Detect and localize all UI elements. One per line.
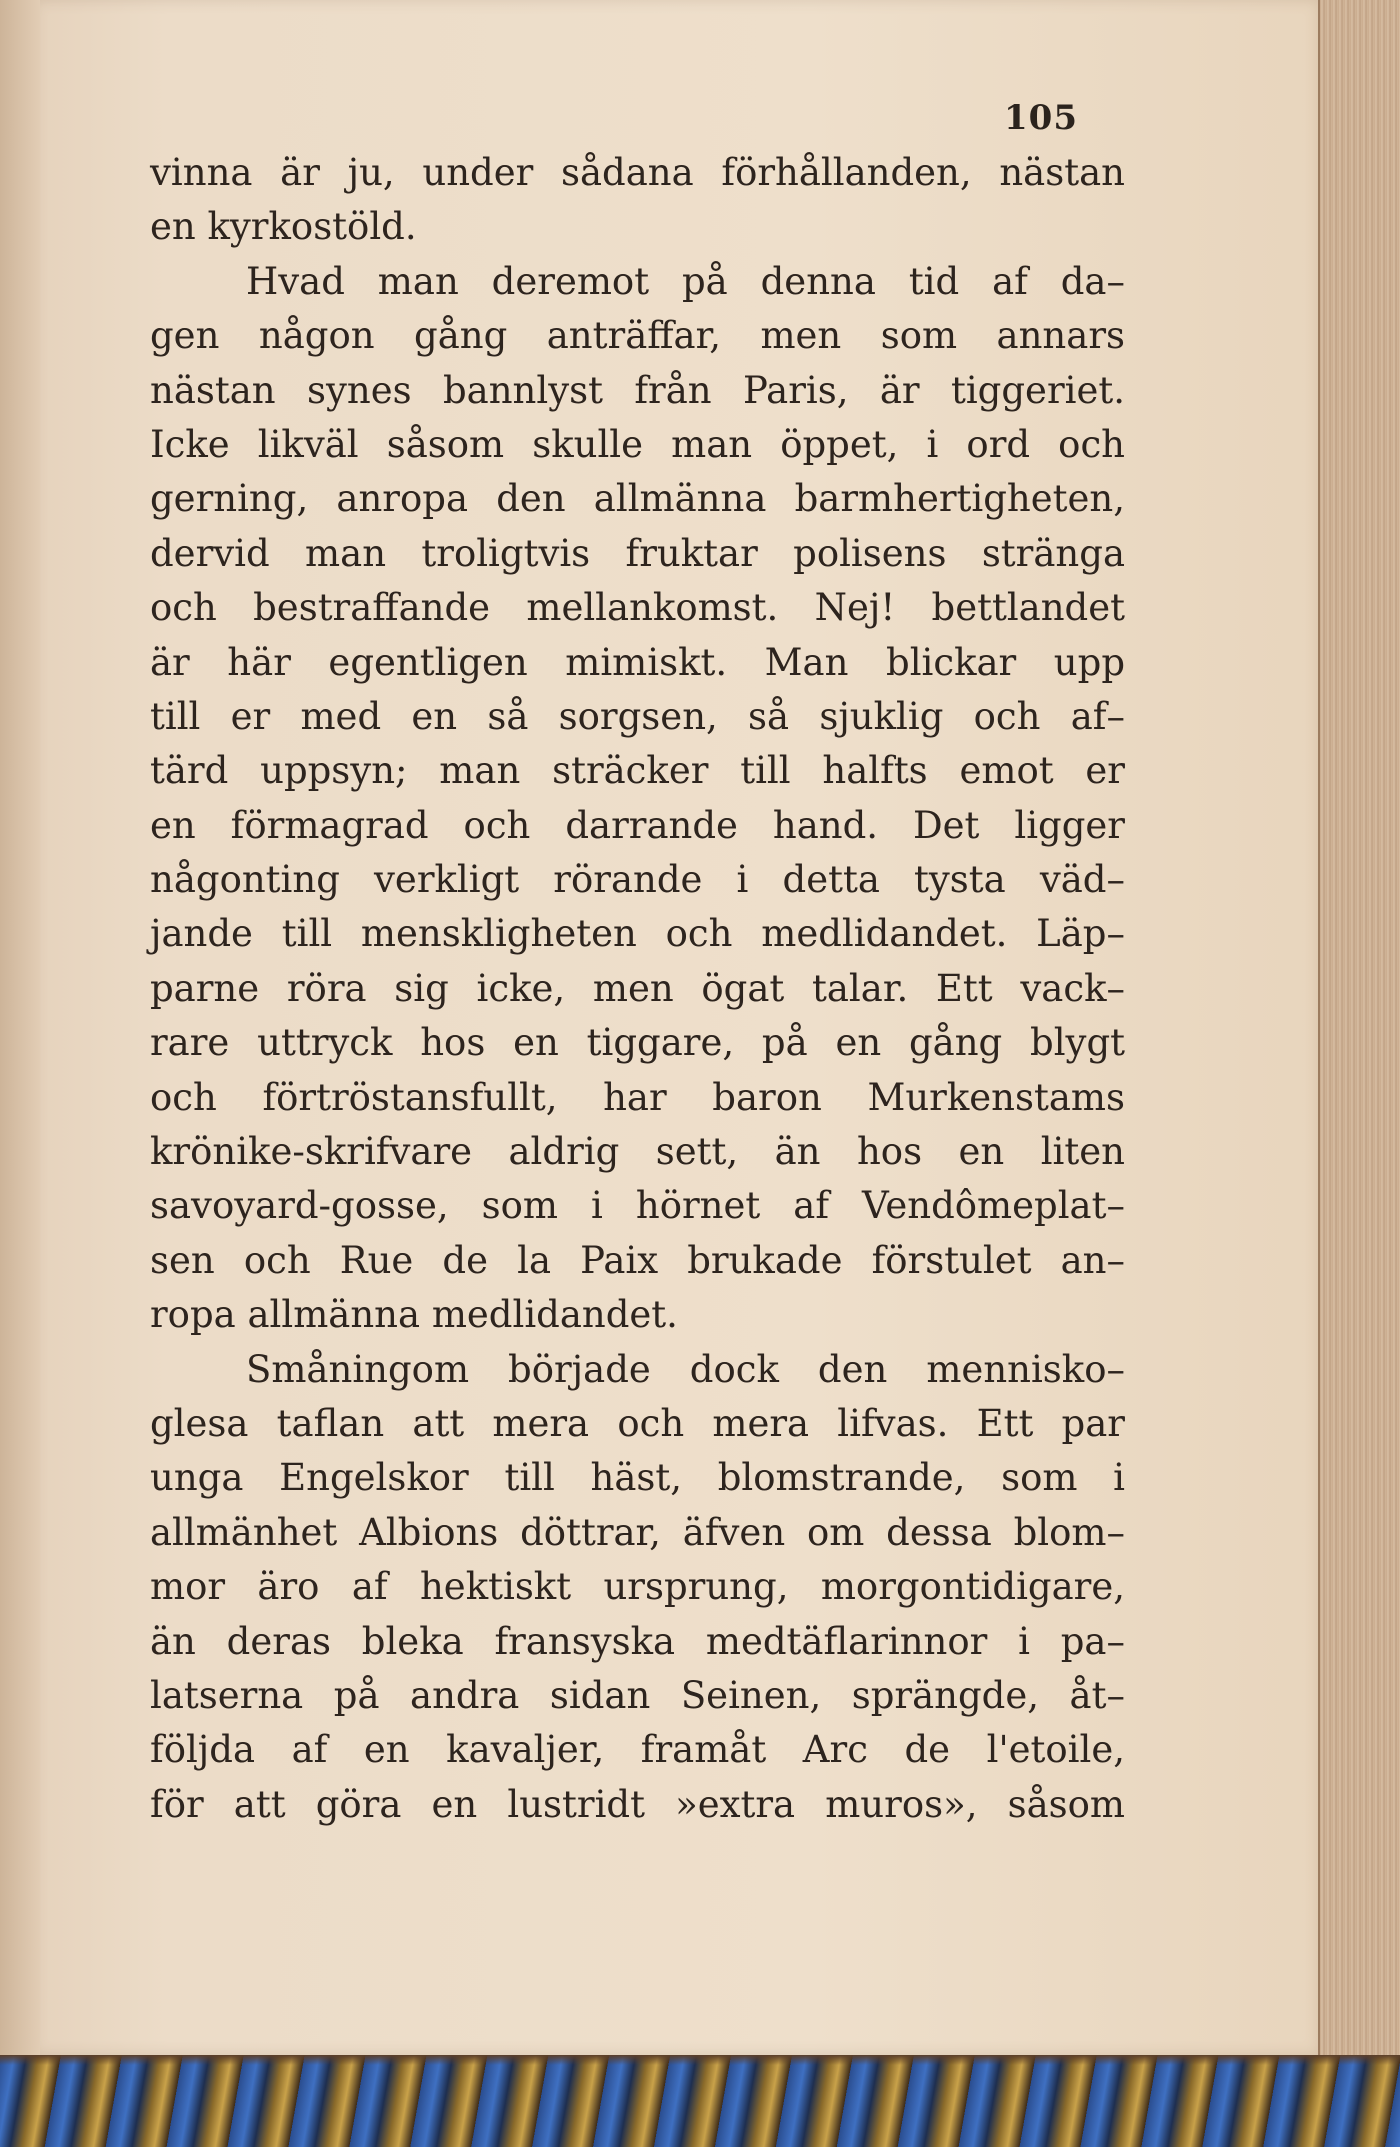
facing-page-edge <box>0 0 41 2080</box>
text-line: jande till menskligheten och medlidandet. Läp– <box>150 912 1125 956</box>
text-line: Icke likväl såsom skulle man öppet, i ord och <box>150 422 1125 466</box>
text-line: gerning, anropa den allmänna barmhertigheten, <box>150 477 1125 521</box>
text-line: rare uttryck hos en tiggare, på en gång blygt <box>150 1021 1125 1065</box>
text-line: till er med en så sorgsen, så sjuklig och af– <box>150 694 1125 738</box>
text-line: följda af en kavaljer, framåt Arc de l'etoile, <box>150 1728 1125 1772</box>
text-line: sen och Rue de la Paix brukade förstulet an– <box>150 1238 1125 1282</box>
text-line: någonting verkligt rörande i detta tysta väd– <box>150 858 1125 902</box>
text-line: nästan synes bannlyst från Paris, är tiggeriet. <box>150 368 1125 412</box>
text-line: parne röra sig icke, men ögat talar. Ett vack– <box>150 966 1125 1010</box>
text-line: tärd uppsyn; man sträcker till halfts emot er <box>150 749 1125 793</box>
text-line: och förtröstansfullt, har baron Murkenstams <box>150 1075 1125 1119</box>
text-line: dervid man troligtvis fruktar polisens stränga <box>150 531 1125 575</box>
page-number: 105 <box>1004 98 1078 138</box>
body-text <box>150 146 1125 1832</box>
text-line: krönike-skrifvare aldrig sett, än hos en liten <box>150 1130 1125 1174</box>
text-line: unga Engelskor till häst, blomstrande, som i <box>150 1456 1125 1500</box>
text-line: för att göra en lustridt »extra muros», såsom <box>150 1782 1125 1826</box>
text-line: allmänhet Albions döttrar, äfven om dessa blom– <box>150 1510 1125 1554</box>
text-line: ropa allmänna medlidandet. <box>150 1293 678 1337</box>
book-cover-edge <box>0 2055 1400 2147</box>
text-line: och bestraffande mellankomst. Nej! bettlandet <box>150 586 1125 630</box>
text-line: vinna är ju, under sådana förhållanden, nästan <box>150 151 1125 194</box>
text-line: än deras bleka fransyska medtäflarinnor i pa– <box>150 1619 1125 1663</box>
text-line: en kyrkostöld. <box>150 205 417 249</box>
text-line: Småningom började dock den mennisko– <box>246 1347 1125 1391</box>
text-line: en förmagrad och darrande hand. Det ligger <box>150 803 1125 847</box>
text-line: mor äro af hektiskt ursprung, morgontidigare, <box>150 1565 1125 1609</box>
page-block-edges <box>1318 0 1400 2080</box>
text-line: glesa taflan att mera och mera lifvas. Ett par <box>150 1401 1125 1445</box>
text-line: latserna på andra sidan Seinen, sprängde, åt– <box>150 1673 1125 1717</box>
text-line: Hvad man deremot på denna tid af da– <box>246 259 1125 303</box>
text-line: gen någon gång anträffar, men som annars <box>150 314 1125 358</box>
text-line: är här egentligen mimiskt. Man blickar upp <box>150 640 1125 684</box>
text-line: savoyard-gosse, som i hörnet af Vendômeplat– <box>150 1184 1125 1228</box>
